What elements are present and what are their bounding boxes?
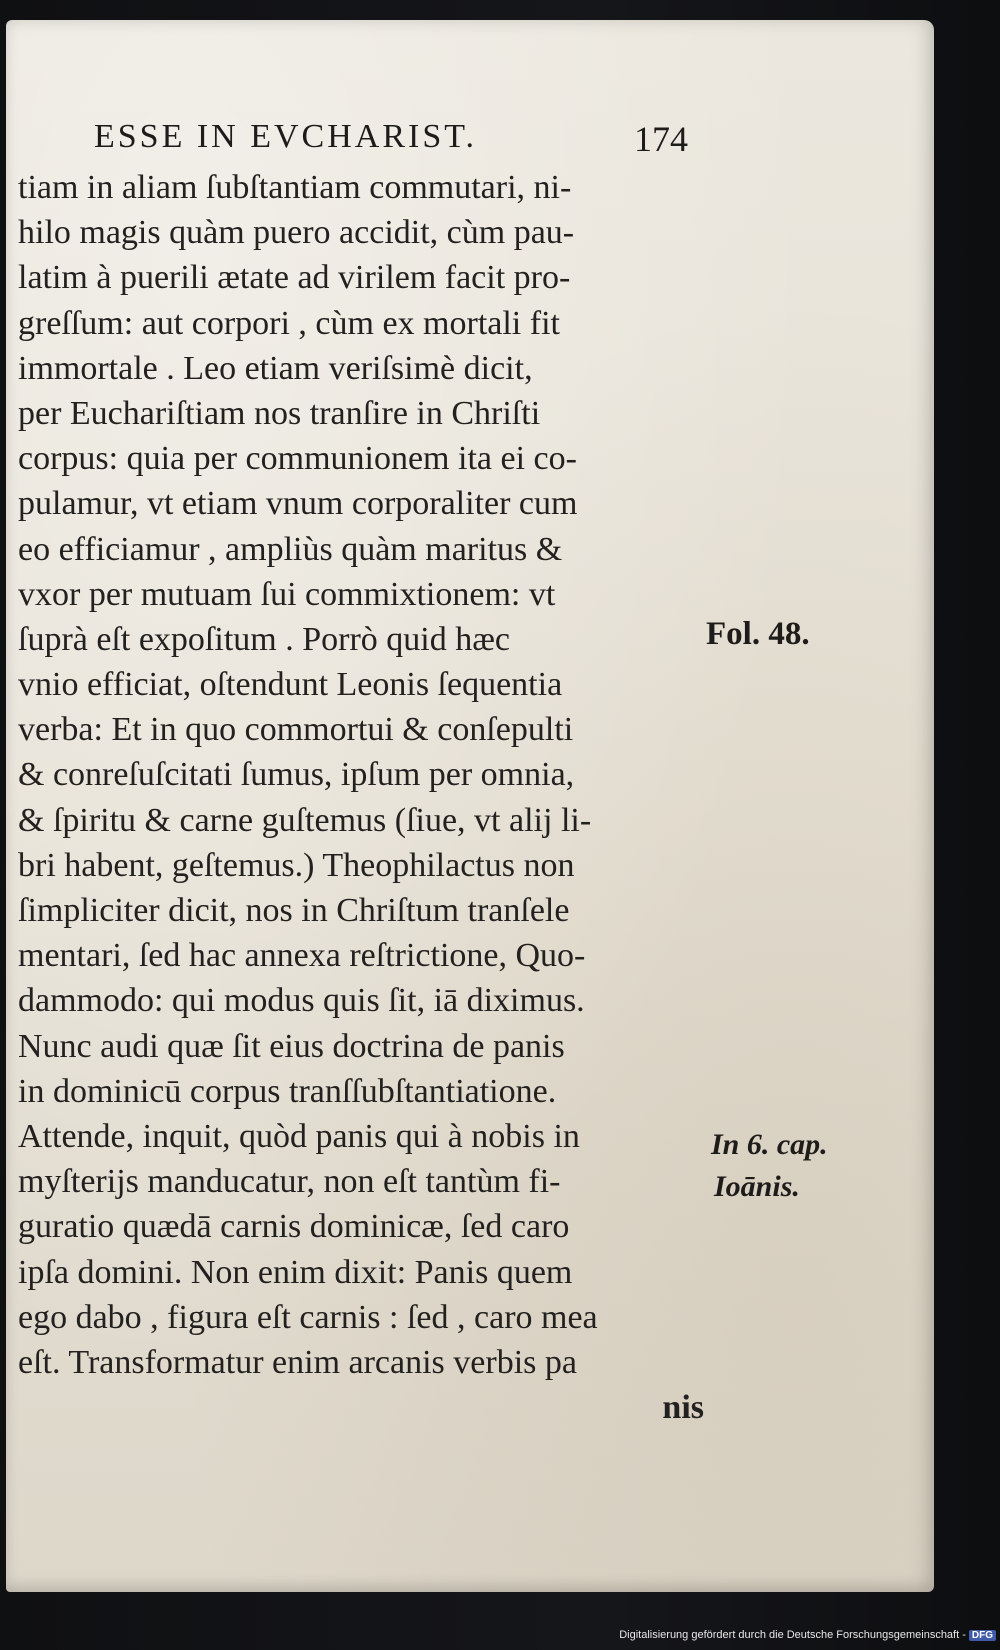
text-line: vxor per mutuam ſui commixtionem: vt xyxy=(18,575,556,613)
text-line: & conreſuſcitati ſumus, ipſum per omnia, xyxy=(18,756,575,794)
text-line: ſimpliciter dicit, nos in Chriſtum tranſele xyxy=(18,892,570,929)
text-line: greſſum: aut corpori , cùm ex mortali fit xyxy=(18,304,560,342)
book-page xyxy=(6,20,934,1592)
text-line: per Euchariſtiam nos tranſire in Chriſti xyxy=(18,394,541,432)
text-line: latim à puerili ætate ad virilem facit pro- xyxy=(18,259,571,297)
page-number: 174 xyxy=(634,119,688,159)
credit-text: Digitalisierung gefördert durch die Deutsche Forschungsgemeinschaft - xyxy=(619,1629,966,1641)
text-line: mentari, ſed hac annexa reſtrictione, Quo- xyxy=(18,937,586,975)
text-line: bri habent, geſtemus.) Theophilactus non xyxy=(18,846,575,884)
text-line: Attende, inquit, quòd panis qui à nobis in xyxy=(18,1117,580,1155)
text-line: eo efficiamur , ampliùs quàm maritus & xyxy=(18,530,563,568)
text-line: immortale . Leo etiam veriſsimè dicit, xyxy=(18,349,533,387)
digitization-credit xyxy=(600,1629,996,1647)
text-line: tiam in aliam ſubſtantiam commutari, ni- xyxy=(18,169,572,206)
marginal-note-fol: Fol. 48. xyxy=(706,616,810,652)
page-header xyxy=(94,118,694,168)
body-text xyxy=(18,165,718,1430)
catchword: nis xyxy=(662,1389,704,1427)
text-line: ipſa domini. Non enim dixit: Panis quem xyxy=(18,1253,573,1291)
text-line: corpus: quia per communionem ita ei co- xyxy=(18,440,577,478)
text-line: in dominicū corpus tranſſubſtantiatione. xyxy=(18,1072,557,1110)
marginal-note-chapter: In 6. cap. xyxy=(711,1128,828,1161)
text-line: ego dabo , figura eſt carnis : ſed , caro mea xyxy=(18,1298,598,1336)
marginal-note-ioannis: Ioānis. xyxy=(714,1170,800,1203)
text-line: pulamur, vt etiam vnum corporaliter cum xyxy=(18,485,578,523)
text-line: myſterijs manducatur, non eſt tantùm fi- xyxy=(18,1163,561,1201)
text-line: eſt. Transformatur enim arcanis verbis pa xyxy=(18,1343,577,1381)
running-title: ESSE IN EVCHARIST. xyxy=(94,118,477,155)
dfg-badge: DFG xyxy=(969,1630,996,1641)
text-line: & ſpiritu & carne guſtemus (ſiue, vt alij li- xyxy=(18,801,592,839)
text-line: hilo magis quàm puero accidit, cùm pau- xyxy=(18,214,575,252)
text-line: guratio quædā carnis dominicæ, ſed caro xyxy=(18,1208,570,1246)
text-line: Nunc audi quæ ſit eius doctrina de panis xyxy=(18,1027,565,1065)
text-line: dammodo: qui modus quis ſit, iā diximus. xyxy=(18,982,585,1020)
text-line: verba: Et in quo commortui & conſepulti xyxy=(18,711,574,749)
text-line: ſuprà eſt expoſitum . Porrò quid hæc xyxy=(18,620,510,658)
text-line: vnio efficiat, oſtendunt Leonis ſequentia xyxy=(18,666,563,704)
